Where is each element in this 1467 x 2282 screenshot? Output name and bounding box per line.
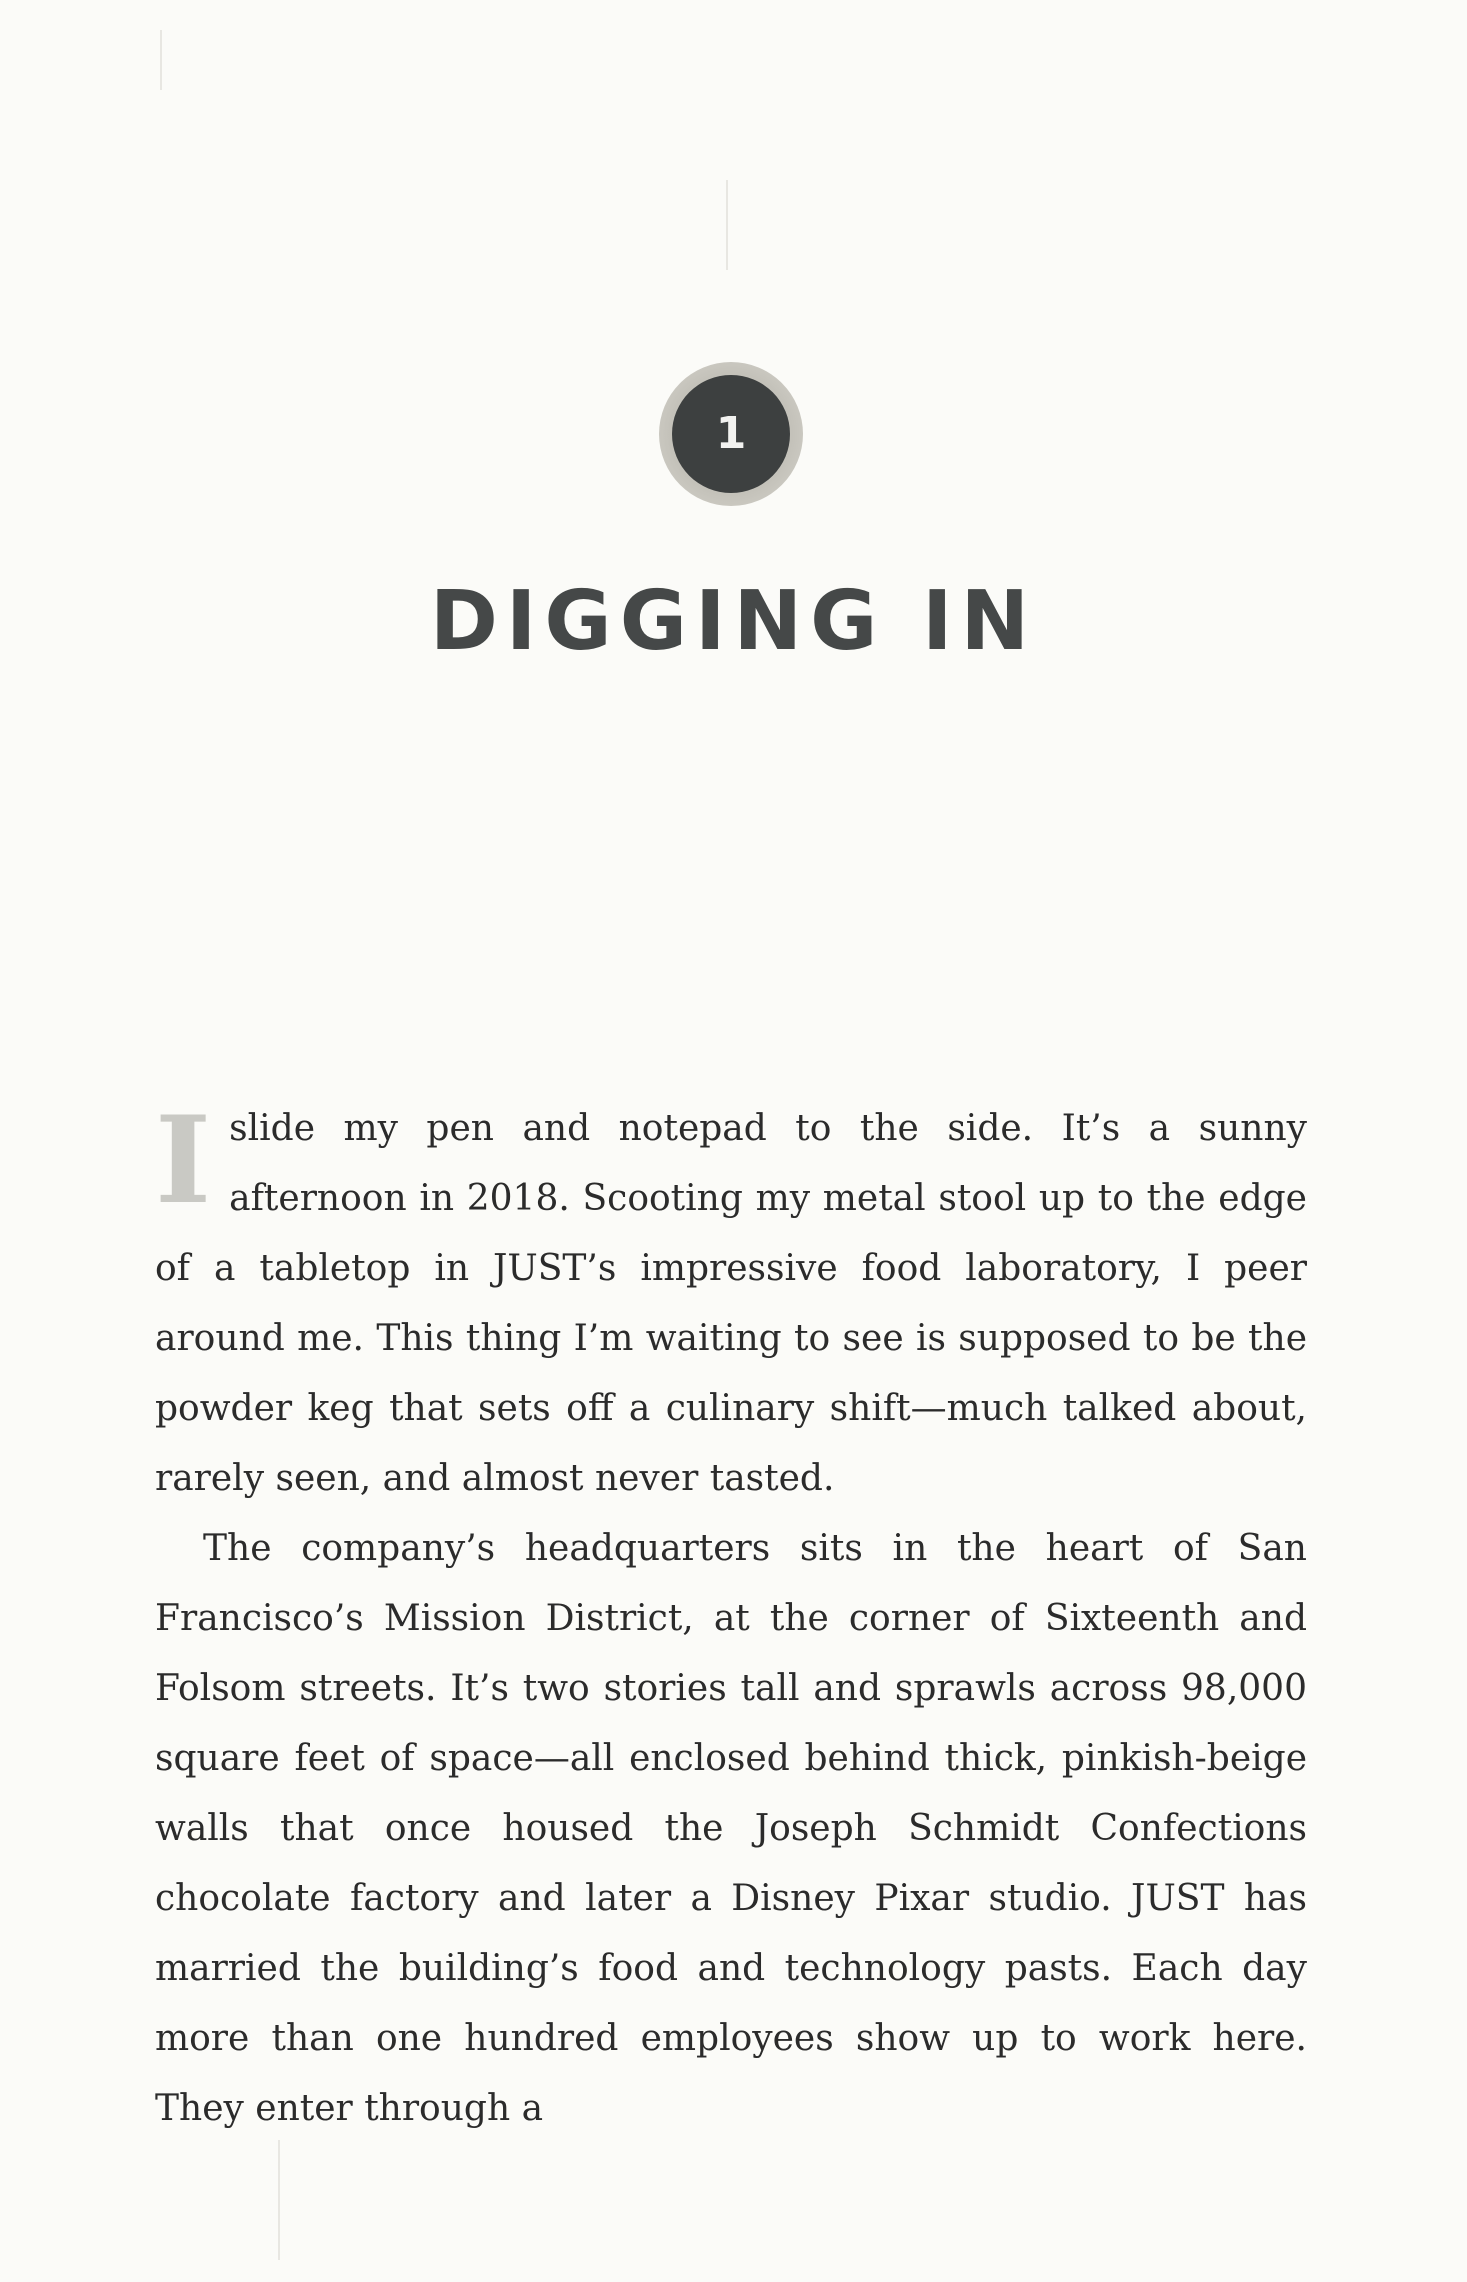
chapter-number: 1 <box>672 375 790 493</box>
paragraph-1 <box>155 1090 1307 1514</box>
scan-artifact-line <box>160 30 162 90</box>
scan-artifact-line <box>726 180 728 270</box>
paragraph-2: The company’s headquarters sits in the heart of San Francisco’s Mission District, at the corner of Sixteenth and Folsom streets. It’s two stories tall and sprawls across 98,000 square feet of space—all enclosed behind thick, pinkish-beige walls that once housed the Joseph Schmidt Confections chocolate factory and later a Disney Pixar studio. JUST has married the building’s food and technology pasts. Each day more than one hundred employees show up to work here. They enter through a <box>155 1528 1307 2129</box>
chapter-body <box>155 1090 1307 2144</box>
chapter-number-badge <box>659 362 803 506</box>
drop-cap: I <box>155 1090 212 1231</box>
scan-artifact-line <box>278 2140 280 2260</box>
paragraph-1-text: slide my pen and notepad to the side. It’s a sunny afternoon in 2018. Scooting my metal stool up to the edge of a tabletop in JUST’s impressive food laboratory, I peer around me. This thing I’m waiting to see is supposed to be the powder keg that sets off a culinary shift—much talked about, rarely seen, and almost never tasted. <box>155 1108 1307 1499</box>
chapter-title: DIGGING IN <box>429 574 1038 669</box>
